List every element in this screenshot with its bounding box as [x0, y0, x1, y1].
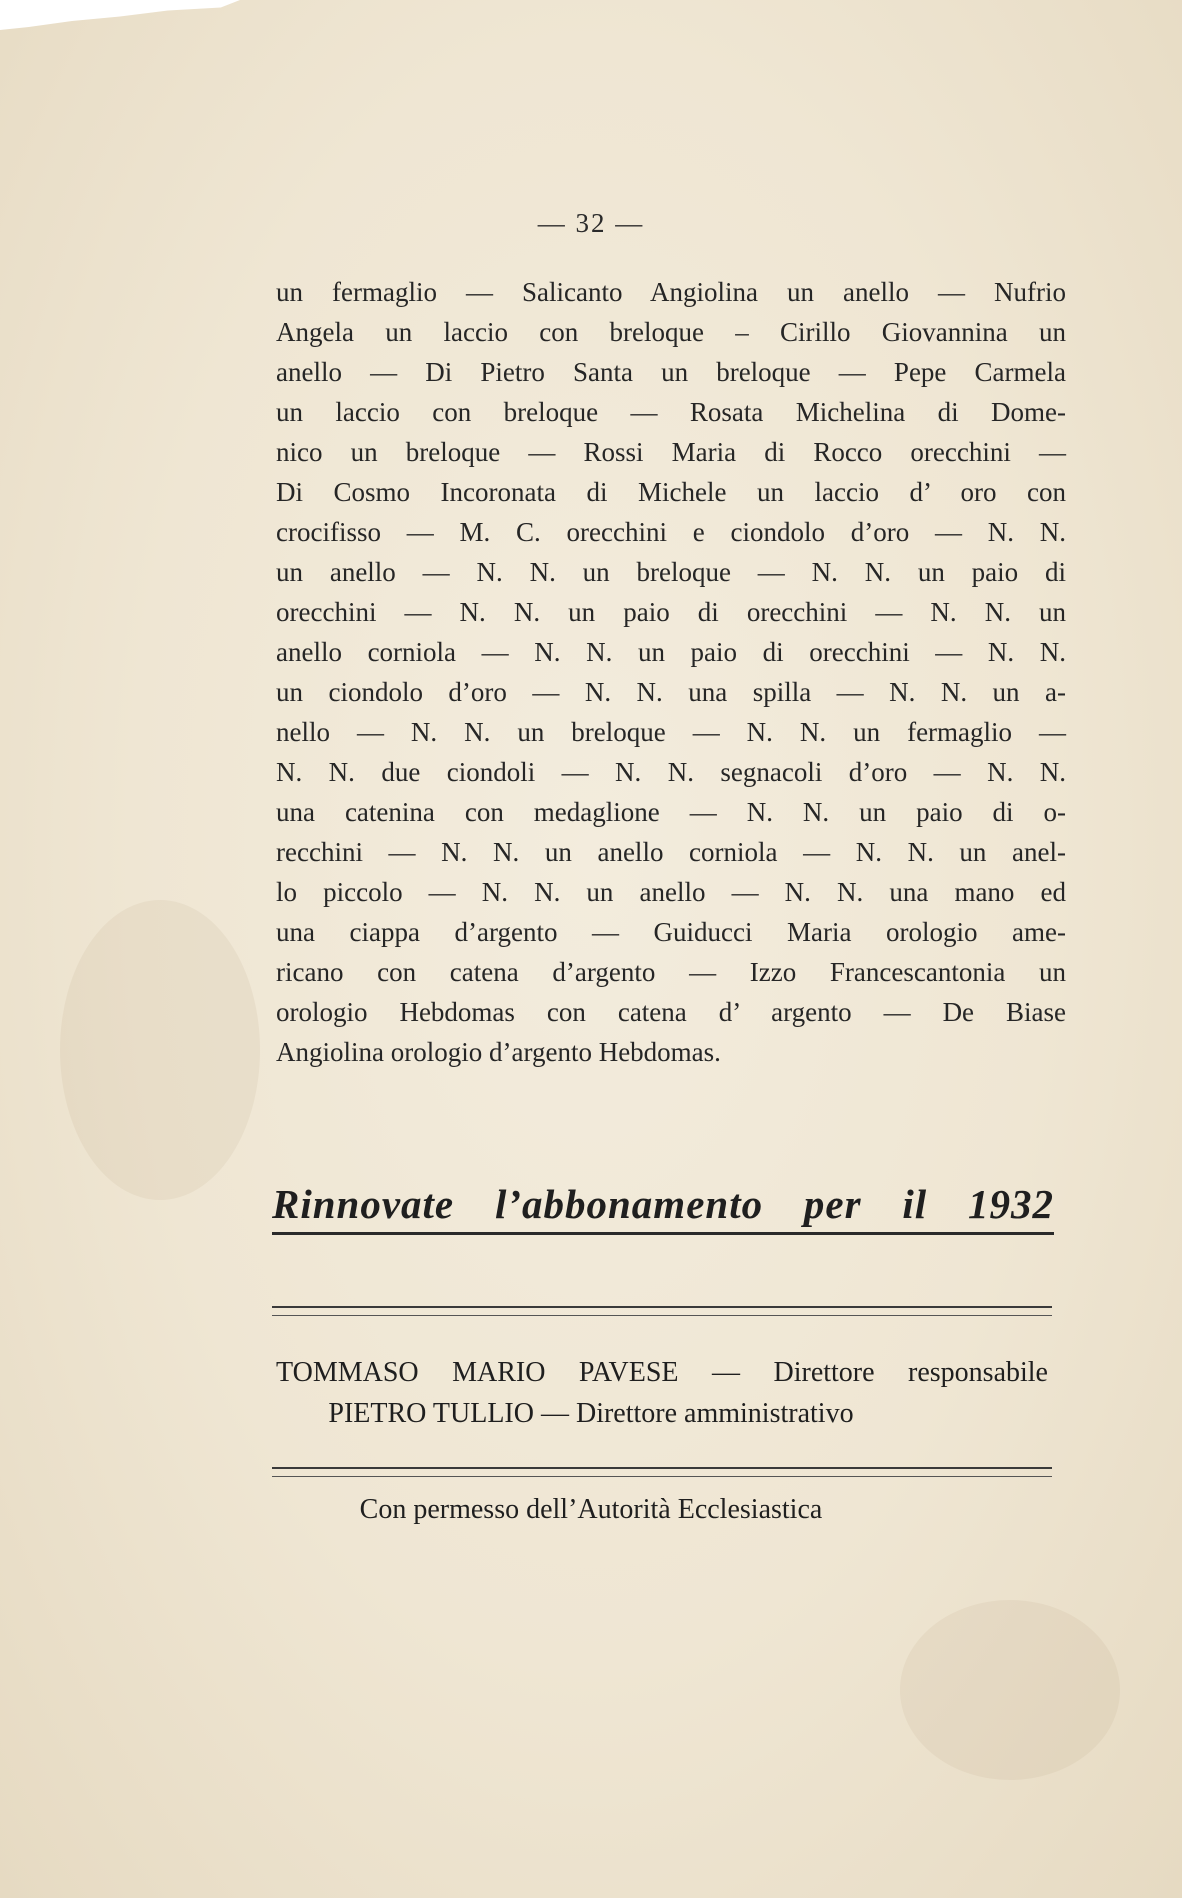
ecclesiastical-permission: Con permesso dell’Autorità Ecclesiastica — [359, 1494, 823, 1525]
credit-admin-line: PIETRO TULLIO — Direttore amministrativo — [328, 1398, 854, 1429]
body-line: un laccio con breloque — Rosata Michelina di Dome- — [276, 397, 1066, 427]
body-line: orologio Hebdomas con catena d’ argento — De Biase — [276, 997, 1066, 1027]
body-line: crocifisso — M. C. orecchini e ciondolo d’oro — N. N. — [276, 517, 1066, 547]
body-line: ricano con catena d’argento — Izzo Francescantonia un — [276, 957, 1066, 987]
body-line: una ciappa d’argento — Guiducci Maria orologio ame- — [276, 917, 1066, 947]
body-line: N. N. due ciondoli — N. N. segnacoli d’oro — N. N. — [276, 757, 1066, 787]
divider-rule — [272, 1467, 1052, 1477]
body-line: nico un breloque — Rossi Maria di Rocco orecchini — — [276, 437, 1066, 467]
body-text — [276, 272, 1066, 1072]
body-line: Angela un laccio con breloque – Cirillo Giovannina un — [276, 317, 1066, 347]
subscription-slogan: Rinnovate l’abbonamento per il 1932 — [272, 1180, 1054, 1235]
body-line: un anello — N. N. un breloque — N. N. un paio di — [276, 557, 1066, 587]
body-line: anello corniola — N. N. un paio di orecchini — N. N. — [276, 637, 1066, 667]
body-line: lo piccolo — N. N. un anello — N. N. una mano ed — [276, 877, 1066, 907]
body-line: recchini — N. N. un anello corniola — N. N. un anel- — [276, 837, 1066, 867]
body-line: un fermaglio — Salicanto Angiolina un anello — Nufrio — [276, 277, 1066, 307]
body-line: un ciondolo d’oro — N. N. una spilla — N. N. un a- — [276, 677, 1066, 707]
body-line: anello — Di Pietro Santa un breloque — Pepe Carmela — [276, 357, 1066, 387]
divider-rule — [272, 1306, 1052, 1316]
body-line: orecchini — N. N. un paio di orecchini — N. N. un — [276, 597, 1066, 627]
body-line: nello — N. N. un breloque — N. N. un fermaglio — — [276, 717, 1066, 747]
body-line: una catenina con medaglione — N. N. un paio di o- — [276, 797, 1066, 827]
paper-stain — [900, 1600, 1120, 1780]
body-line: Angiolina orologio d’argento Hebdomas. — [276, 1037, 721, 1067]
credit-editor-line: TOMMASO MARIO PAVESE — Direttore responsabile — [276, 1357, 1048, 1388]
paper-stain — [60, 900, 260, 1200]
page-number: — 32 — — [537, 208, 645, 238]
torn-corner — [0, 0, 240, 30]
body-line: Di Cosmo Incoronata di Michele un laccio d’ oro con — [276, 477, 1066, 507]
